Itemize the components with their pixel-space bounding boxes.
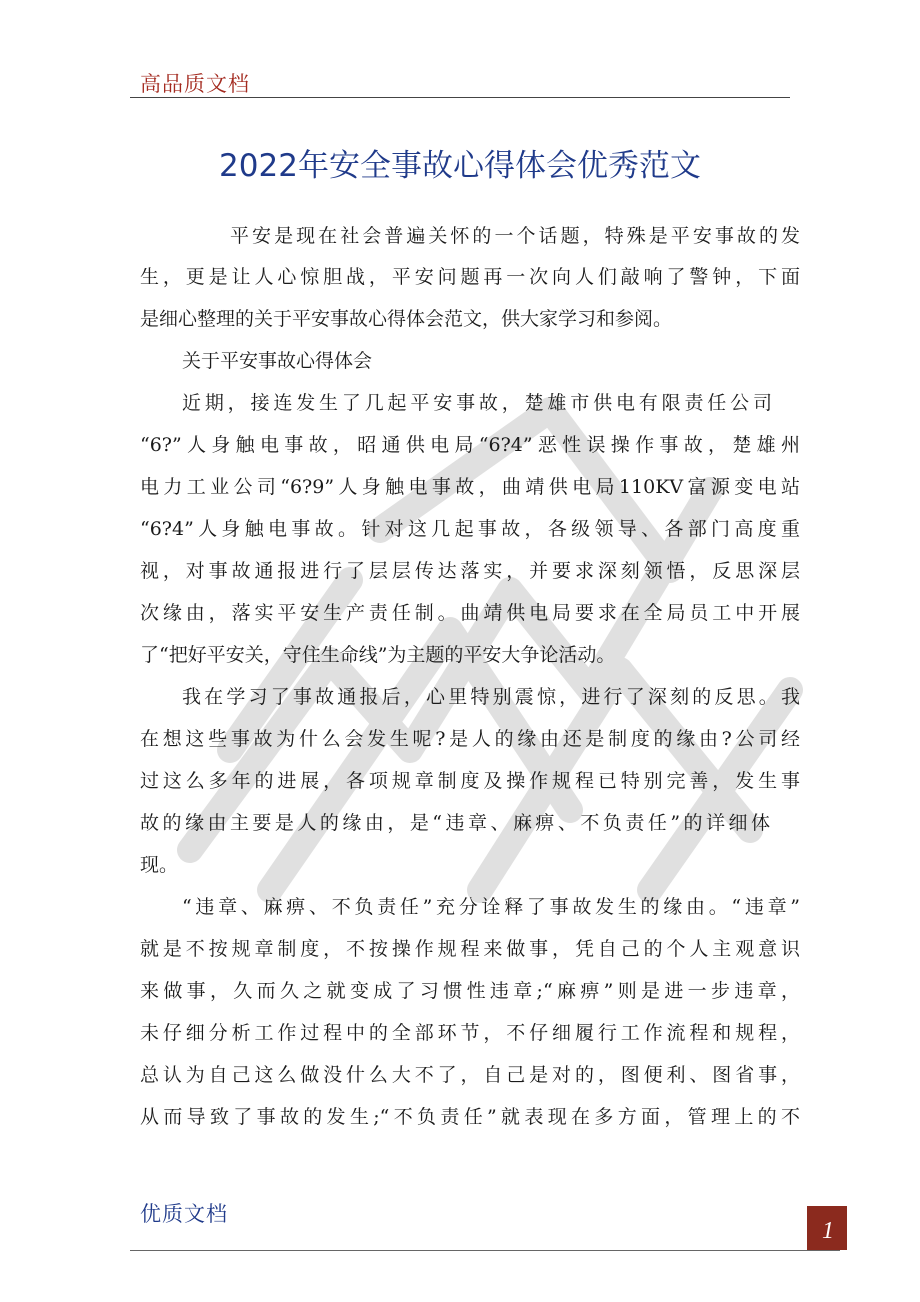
footer-label: 优质文档 bbox=[140, 1202, 228, 1226]
body-line: 生，更是让人心惊胆战，平安问题再一次向人们敲响了警钟，下面 bbox=[140, 266, 800, 288]
body-line: 平安是现在社会普遍关怀的一个话题，特殊是平安事故的发 bbox=[230, 225, 800, 247]
body-line: “6?”人身触电事故，昭通供电局“6?4”恶性误操作事故，楚雄州 bbox=[140, 434, 800, 456]
header-rule bbox=[130, 97, 790, 98]
body-line: 我在学习了事故通报后，心里特别震惊，进行了深刻的反思。我 bbox=[182, 686, 800, 708]
body-line: 现。 bbox=[140, 854, 179, 876]
document-title: 2022年安全事故心得体会优秀范文 bbox=[219, 148, 701, 184]
body-line: “6?4”人身触电事故。针对这几起事故，各级领导、各部门高度重 bbox=[140, 518, 800, 540]
body-line: 从而导致了事故的发生;“不负责任”就表现在多方面，管理上的不 bbox=[140, 1106, 800, 1128]
body-line: 就是不按规章制度，不按操作规程来做事，凭自己的个人主观意识 bbox=[140, 938, 800, 960]
body-line: 故的缘由主要是人的缘由，是“违章、麻痹、不负责任”的详细体 bbox=[140, 812, 770, 834]
body-line: 在想这些事故为什么会发生呢?是人的缘由还是制度的缘由?公司经 bbox=[140, 728, 800, 750]
watermark-logo bbox=[150, 330, 830, 930]
section-heading: 关于平安事故心得体会 bbox=[182, 350, 373, 372]
body-line: 了“把好平安关，守住生命线”为主题的平安大争论活动。 bbox=[140, 644, 616, 666]
body-line: 来做事，久而久之就变成了习惯性违章;“麻痹”则是进一步违章， bbox=[140, 980, 800, 1002]
body-line: “违章、麻痹、不负责任”充分诠释了事故发生的缘由。“违章” bbox=[182, 896, 800, 918]
body-line: 是细心整理的关于平安事故心得体会范文，供大家学习和参阅。 bbox=[140, 308, 673, 330]
body-line: 视，对事故通报进行了层层传达落实，并要求深刻领悟，反思深层 bbox=[140, 560, 800, 582]
page-number: 1 bbox=[822, 1218, 834, 1244]
body-line: 近期，接连发生了几起平安事故，楚雄市供电有限责任公司 bbox=[182, 392, 772, 414]
body-line: 过这么多年的进展，各项规章制度及操作规程已特别完善，发生事 bbox=[140, 770, 800, 792]
body-line: 次缘由，落实平安生产责任制。曲靖供电局要求在全局员工中开展 bbox=[140, 602, 800, 624]
header-label: 高品质文档 bbox=[140, 72, 250, 96]
footer-rule bbox=[130, 1250, 840, 1251]
body-line: 电力工业公司“6?9”人身触电事故，曲靖供电局110KV富源变电站 bbox=[140, 476, 800, 498]
body-line: 未仔细分析工作过程中的全部环节，不仔细履行工作流程和规程， bbox=[140, 1022, 800, 1044]
body-line: 总认为自己这么做没什么大不了，自己是对的，图便利、图省事， bbox=[140, 1064, 800, 1086]
